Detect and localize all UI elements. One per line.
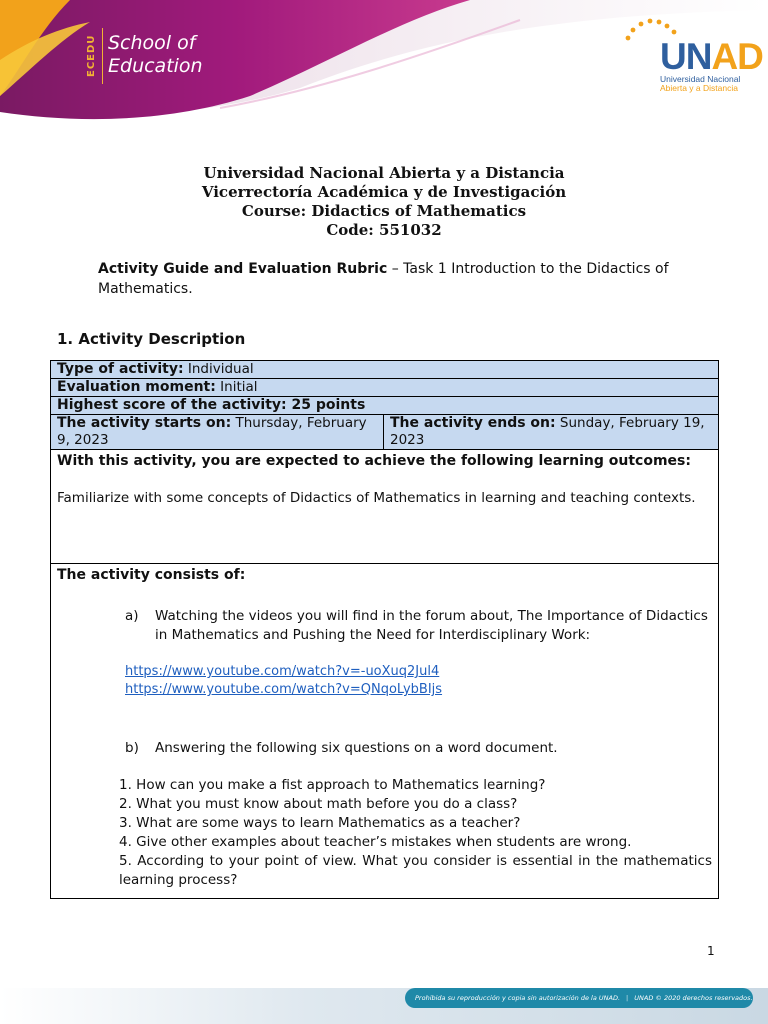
guide-title-rest: – Task 1 Introduction to the Didactics of Mathematics. xyxy=(98,261,669,297)
unad-subtitle-2: Abierta y a Distancia xyxy=(660,83,738,93)
table-row xyxy=(51,450,719,564)
question-2: 2. What you must know about math before you do a class? xyxy=(119,796,518,812)
header-banner xyxy=(0,0,768,130)
activity-starts-cell: The activity starts on: Thursday, February 9, 2023 xyxy=(51,415,384,450)
school-of-education-logo xyxy=(108,32,203,78)
table-row xyxy=(51,415,719,450)
video-link-2[interactable]: https://www.youtube.com/watch?v=QNqoLybBIjs xyxy=(125,682,443,697)
footer-notice: Prohibida su reproducción y copia sin autorización de la UNAD. xyxy=(415,994,621,1002)
course-code: Code: 551032 xyxy=(326,221,442,239)
table-row xyxy=(51,379,719,397)
item-b-text: Answering the following six questions on a word document. xyxy=(155,740,558,756)
activity-ends-cell: The activity ends on: Sunday, February 19, 2023 xyxy=(384,415,719,450)
question-5: 5. According to your point of view. What you consider is essential in the mathematics learning process? xyxy=(119,853,712,888)
item-b-marker: b) xyxy=(125,740,139,756)
activity-consists-heading: The activity consists of: xyxy=(57,567,246,583)
activity-guide-title xyxy=(98,259,708,299)
table-row xyxy=(51,564,719,899)
activity-consists-cell xyxy=(51,564,719,899)
guide-title-bold: Activity Guide and Evaluation Rubric xyxy=(98,261,388,277)
video-links xyxy=(125,663,712,699)
question-1: 1. How can you make a fist approach to Mathematics learning? xyxy=(119,777,546,793)
video-link-1[interactable]: https://www.youtube.com/watch?v=-uoXuq2Jul4 xyxy=(125,664,440,679)
school-line-2: Education xyxy=(108,55,203,77)
footer-copyright: UNAD © 2020 derechos reservados. xyxy=(634,994,753,1002)
type-of-activity-cell: Type of activity: Individual xyxy=(51,361,719,379)
unad-wordmark: UNAD xyxy=(660,36,763,77)
section-title: 1. Activity Description xyxy=(57,330,246,348)
unad-subtitle-1: Universidad Nacional xyxy=(660,74,741,84)
question-4: 4. Give other examples about teacher’s mistakes when students are wrong. xyxy=(119,834,632,850)
learning-outcomes-text: Familiarize with some concepts of Didactics of Mathematics in learning and teaching contexts. xyxy=(57,490,696,506)
question-3: 3. What are some ways to learn Mathematics as a teacher? xyxy=(119,815,521,831)
institution-line-1: Universidad Nacional Abierta y a Distancia xyxy=(203,164,565,182)
institution-heading xyxy=(0,164,768,240)
footer-notice-pill: Prohibida su reproducción y copia sin autorización de la UNAD. | UNAD © 2020 derechos reservados. xyxy=(405,988,753,1008)
evaluation-moment-cell: Evaluation moment: Initial xyxy=(51,379,719,397)
highest-score-cell: Highest score of the activity: 25 points xyxy=(51,397,719,415)
institution-line-2: Vicerrectoría Académica y de Investigación xyxy=(201,183,567,201)
course-name: Course: Didactics of Mathematics xyxy=(241,202,527,220)
item-a-text: Watching the videos you will find in the forum about, The Importance of Didactics in Mathematics and Pushing the Need for Interdisciplinary Work: xyxy=(155,608,708,643)
learning-outcomes-heading: With this activity, you are expected to achieve the following learning outcomes: xyxy=(57,453,691,469)
table-row xyxy=(51,361,719,379)
list-item xyxy=(125,607,712,645)
ecedu-label: ECEDU xyxy=(86,34,97,78)
page-footer xyxy=(0,968,768,1024)
list-item xyxy=(125,739,712,758)
question-list xyxy=(119,776,712,890)
ecedu-divider xyxy=(102,28,103,84)
page-number: 1 xyxy=(707,944,715,958)
school-line-1: School of xyxy=(108,32,196,54)
item-a-marker: a) xyxy=(125,608,139,624)
activity-description-table xyxy=(50,360,719,899)
table-row xyxy=(51,397,719,415)
learning-outcomes-cell xyxy=(51,450,719,564)
unad-logo xyxy=(622,14,763,94)
